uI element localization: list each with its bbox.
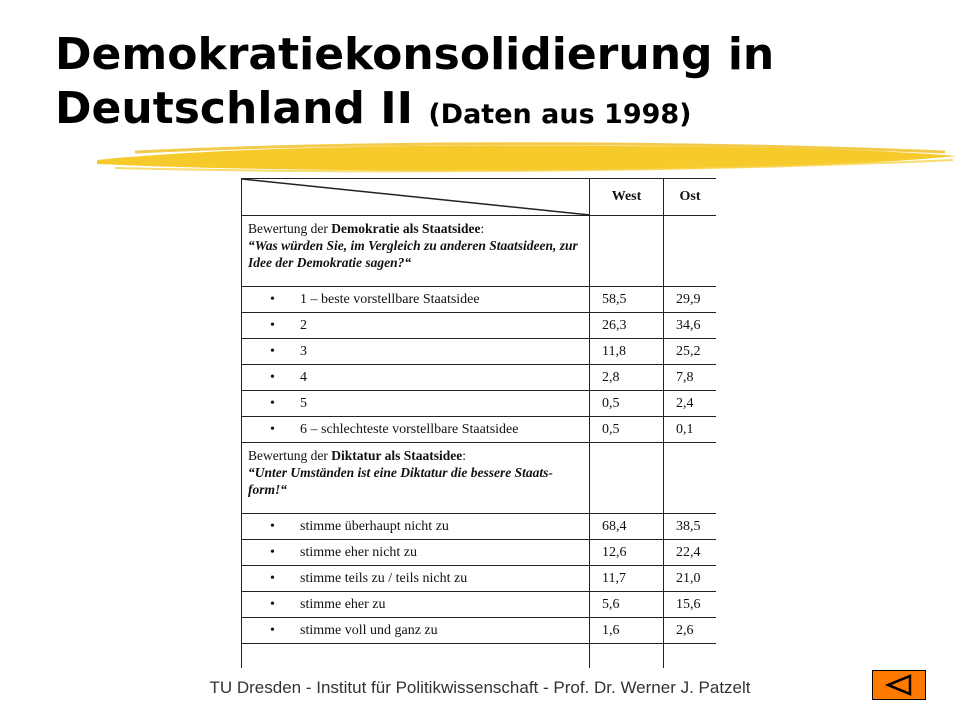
value-ost: 21,0 (664, 566, 717, 592)
value-west: 58,5 (590, 287, 664, 313)
empty-cell (664, 216, 717, 287)
value-ost: 29,9 (664, 287, 717, 313)
value-ost: 38,5 (664, 514, 717, 540)
title-line2: Deutschland II (55, 83, 413, 134)
value-west: 26,3 (590, 313, 664, 339)
table-row (242, 592, 717, 618)
question-dictatorship (242, 443, 590, 514)
table-row (242, 566, 717, 592)
survey-table (241, 178, 716, 668)
value-west: 11,8 (590, 339, 664, 365)
row-label-text: stimme eher zu (300, 596, 386, 612)
empty-cell (590, 216, 664, 287)
row-label-text: 1 – beste vorstellbare Staatsidee (300, 291, 480, 307)
table-row (242, 514, 717, 540)
bullet-icon: • (270, 570, 275, 586)
table-row (242, 287, 717, 313)
table-row (242, 417, 717, 443)
question-topic: Demokratie als Staatsidee (331, 221, 481, 236)
title-subtitle: (Daten aus 1998) (428, 99, 692, 130)
value-west: 0,5 (590, 391, 664, 417)
row-label (242, 514, 590, 540)
question-intro: Bewertung der (248, 221, 332, 236)
row-label-text: 2 (300, 317, 307, 333)
question-text: “Unter Umständen ist eine Diktatur die bessere Staats-form!“ (248, 465, 553, 497)
table-row (242, 540, 717, 566)
row-label (242, 592, 590, 618)
table-row (242, 618, 717, 644)
table-row (242, 365, 717, 391)
value-ost: 2,4 (664, 391, 717, 417)
empty-cell (664, 644, 717, 669)
table-row (242, 313, 717, 339)
question-text: “Was würden Sie, im Vergleich zu anderen Staatsideen, zur Idee der Demokratie sagen?“ (248, 238, 578, 270)
question-democracy (242, 216, 590, 287)
value-west: 12,6 (590, 540, 664, 566)
row-label-text: 3 (300, 343, 307, 359)
table-row (242, 339, 717, 365)
row-label (242, 618, 590, 644)
row-label (242, 417, 590, 443)
question-row (242, 216, 717, 287)
value-ost: 34,6 (664, 313, 717, 339)
highlighter-swoosh (95, 138, 960, 176)
bullet-icon: • (270, 395, 275, 411)
value-ost: 0,1 (664, 417, 717, 443)
footer-text: TU Dresden - Institut für Politikwissenschaft - Prof. Dr. Werner J. Patzelt (209, 678, 751, 697)
row-label (242, 339, 590, 365)
bullet-icon: • (270, 544, 275, 560)
empty-cell (242, 644, 590, 669)
question-row (242, 443, 717, 514)
row-label-text: stimme überhaupt nicht zu (300, 518, 449, 534)
row-label-text: 4 (300, 369, 307, 385)
empty-cell (590, 443, 664, 514)
value-ost: 15,6 (664, 592, 717, 618)
column-header-ost: Ost (664, 179, 717, 216)
question-topic: Diktatur als Staatsidee (331, 448, 463, 463)
row-label (242, 287, 590, 313)
value-west: 1,6 (590, 618, 664, 644)
value-ost: 25,2 (664, 339, 717, 365)
question-colon: : (462, 448, 467, 463)
row-label (242, 566, 590, 592)
value-ost: 22,4 (664, 540, 717, 566)
bullet-icon: • (270, 421, 275, 437)
row-label-text: stimme teils zu / teils nicht zu (300, 570, 468, 586)
row-label-text: stimme eher nicht zu (300, 544, 418, 560)
row-label-text: 6 – schlechteste vorstellbare Staatsidee (300, 421, 519, 437)
value-west: 0,5 (590, 417, 664, 443)
column-header-west: West (590, 179, 664, 216)
value-west: 2,8 (590, 365, 664, 391)
bullet-icon: • (270, 622, 275, 638)
bullet-icon: • (270, 596, 275, 612)
table-row-cut-off (242, 644, 717, 669)
back-button[interactable] (872, 670, 926, 700)
question-colon: : (480, 221, 485, 236)
bullet-icon: • (270, 291, 275, 307)
row-label (242, 313, 590, 339)
scanned-table (241, 178, 716, 668)
bullet-icon: • (270, 317, 275, 333)
value-ost: 2,6 (664, 618, 717, 644)
value-west: 68,4 (590, 514, 664, 540)
empty-cell (664, 443, 717, 514)
value-ost: 7,8 (664, 365, 717, 391)
bullet-icon: • (270, 343, 275, 359)
value-west: 5,6 (590, 592, 664, 618)
title-line1: Demokratiekonsolidierung in (55, 29, 775, 80)
row-label (242, 540, 590, 566)
empty-cell (590, 644, 664, 669)
question-intro: Bewertung der (248, 448, 332, 463)
row-label (242, 365, 590, 391)
row-label-text: 5 (300, 395, 307, 411)
bullet-icon: • (270, 518, 275, 534)
triangle-left-icon (879, 673, 919, 697)
diagonal-header-cell (242, 179, 590, 216)
value-west: 11,7 (590, 566, 664, 592)
header-row (242, 179, 717, 216)
diagonal-line (242, 179, 590, 215)
row-label (242, 391, 590, 417)
table-row (242, 391, 717, 417)
slide-title (55, 28, 774, 142)
bullet-icon: • (270, 369, 275, 385)
row-label-text: stimme voll und ganz zu (300, 622, 438, 638)
